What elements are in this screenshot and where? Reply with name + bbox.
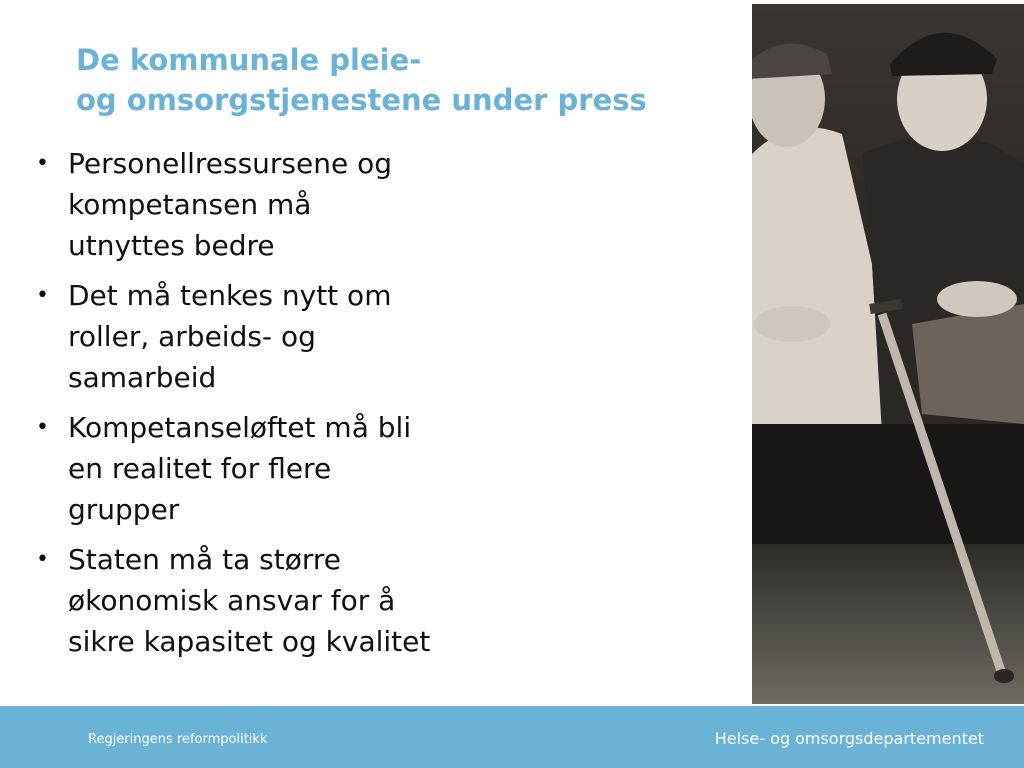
bullet-line: kompetansen må [68,188,312,221]
bullet-icon: • [36,415,49,440]
footer-right-text: Helse- og omsorgsdepartementet [714,729,984,748]
bullet-line: Personellressursene og [68,147,393,180]
bullet-item [36,275,516,398]
bullet-icon: • [36,283,49,308]
bullet-line: utnyttes bedre [68,229,275,262]
slide-title-line-2: og omsorgstjenestene under press [76,83,647,117]
bullet-item [36,539,516,662]
bullet-line: økonomisk ansvar for å [68,584,396,617]
elderly-women-photo [752,4,1024,704]
bench [752,424,1024,544]
bullet-icon: • [36,151,49,176]
bullet-line: samarbeid [68,361,217,394]
slide-title-line-1: De kommunale pleie- [76,43,422,77]
bullet-line: Staten må ta større [68,543,341,576]
crutch-handle [870,304,902,309]
photo-illustration [752,4,1024,704]
bullet-icon: • [36,547,49,572]
bullet-item [36,407,516,530]
left-woman-hands [754,306,830,342]
footer-left-text: Regjeringens reformpolitikk [88,732,268,747]
bullet-item [36,143,516,266]
bullet-line: sikre kapasitet og kvalitet [68,625,431,658]
bullet-line: roller, arbeids- og [68,320,316,353]
right-woman-dress [912,304,1024,424]
bullet-list [36,143,516,671]
right-woman-hands [937,281,1017,317]
slide-title [76,40,647,120]
crutch-tip [994,669,1014,683]
footer-bar [0,706,1024,768]
bullet-line: Det må tenkes nytt om [68,279,392,312]
bullet-line: Kompetanseløftet må bli [68,411,412,444]
bullet-line: en realitet for flere [68,452,332,485]
bullet-line: grupper [68,493,180,526]
